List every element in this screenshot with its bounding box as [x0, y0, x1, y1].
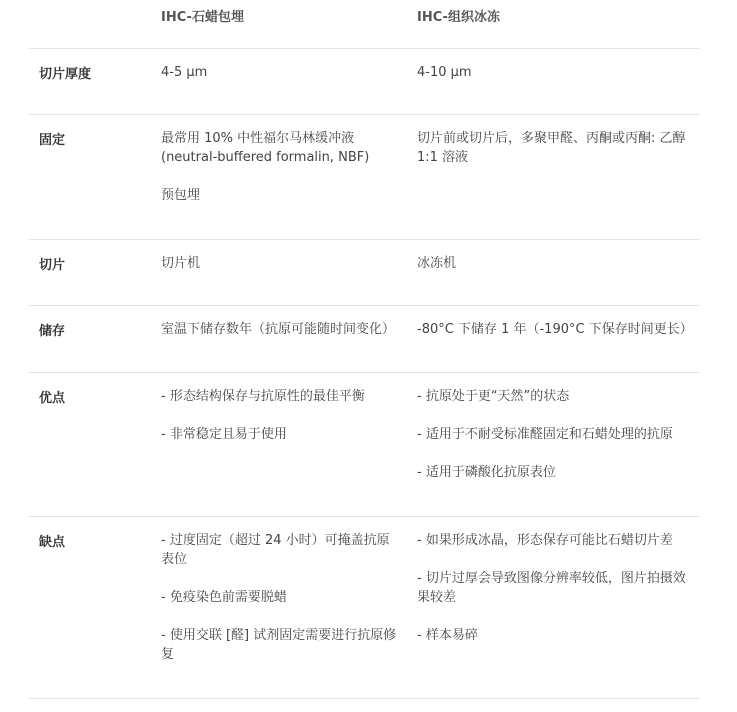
cell-text: - 适用于磷酸化抗原表位 — [417, 465, 556, 480]
cell-text: 4-10 μm — [417, 65, 472, 80]
cell-text: 室温下储存数年（抗原可能随时间变化） — [161, 322, 396, 337]
cell-paraffin — [161, 320, 401, 339]
row-label: 切片 — [39, 258, 66, 273]
table-row-disadvantages — [29, 517, 700, 699]
cell-text: - 过度固定（超过 24 小时）可掩盖抗原表位 — [161, 533, 390, 567]
header-frozen: IHC-组织冰冻 — [417, 10, 500, 25]
cell-paraffin — [161, 387, 401, 444]
cell-paraffin — [161, 129, 401, 205]
cell-frozen — [417, 63, 695, 82]
comparison-table — [29, 0, 700, 699]
table-row-storage — [29, 306, 700, 373]
cell-text: - 使用交联 [醛] 试剂固定需要进行抗原修复 — [161, 628, 397, 662]
cell-frozen — [417, 387, 695, 482]
cell-text: - 免疫染色前需要脱蜡 — [161, 590, 287, 605]
cell-text: - 样本易碎 — [417, 628, 478, 643]
cell-paraffin — [161, 254, 401, 273]
cell-text: 预包埋 — [161, 188, 201, 203]
cell-text: - 如果形成冰晶，形态保存可能比石蜡切片差 — [417, 533, 673, 548]
cell-text: 4-5 μm — [161, 65, 208, 80]
table-row-thickness — [29, 49, 700, 115]
cell-paraffin — [161, 63, 401, 82]
row-label: 储存 — [39, 324, 66, 339]
cell-frozen — [417, 320, 695, 339]
cell-frozen — [417, 531, 695, 645]
cell-frozen — [417, 254, 695, 273]
cell-text: - 非常稳定且易于使用 — [161, 427, 287, 442]
cell-text: 切片机 — [161, 256, 201, 271]
header-paraffin: IHC-石蜡包埋 — [161, 10, 244, 25]
cell-paraffin — [161, 531, 401, 664]
row-label: 缺点 — [39, 535, 66, 550]
cell-frozen — [417, 129, 695, 167]
cell-text: - 切片过厚会导致图像分辨率较低，图片拍摄效果较差 — [417, 571, 686, 605]
table-row-fixation — [29, 115, 700, 240]
row-label: 固定 — [39, 133, 66, 148]
row-label: 优点 — [39, 391, 66, 406]
cell-text: 切片前或切片后，多聚甲醛、丙酮或丙酮: 乙醇 1:1 溶液 — [417, 131, 686, 165]
row-label: 切片厚度 — [39, 67, 92, 82]
table-header-row — [29, 0, 700, 49]
table-row-sectioning — [29, 240, 700, 306]
cell-text: 冰冻机 — [417, 256, 457, 271]
cell-text: 最常用 10% 中性福尔马林缓冲液 (neutral-buffered formalin, NBF) — [161, 131, 370, 165]
cell-text: - 形态结构保存与抗原性的最佳平衡 — [161, 389, 365, 404]
table-row-advantages — [29, 373, 700, 517]
cell-text: - 适用于不耐受标准醛固定和石蜡处理的抗原 — [417, 427, 673, 442]
cell-text: -80°C 下储存 1 年（-190°C 下保存时间更长） — [417, 322, 693, 337]
cell-text: - 抗原处于更“天然”的状态 — [417, 389, 570, 404]
